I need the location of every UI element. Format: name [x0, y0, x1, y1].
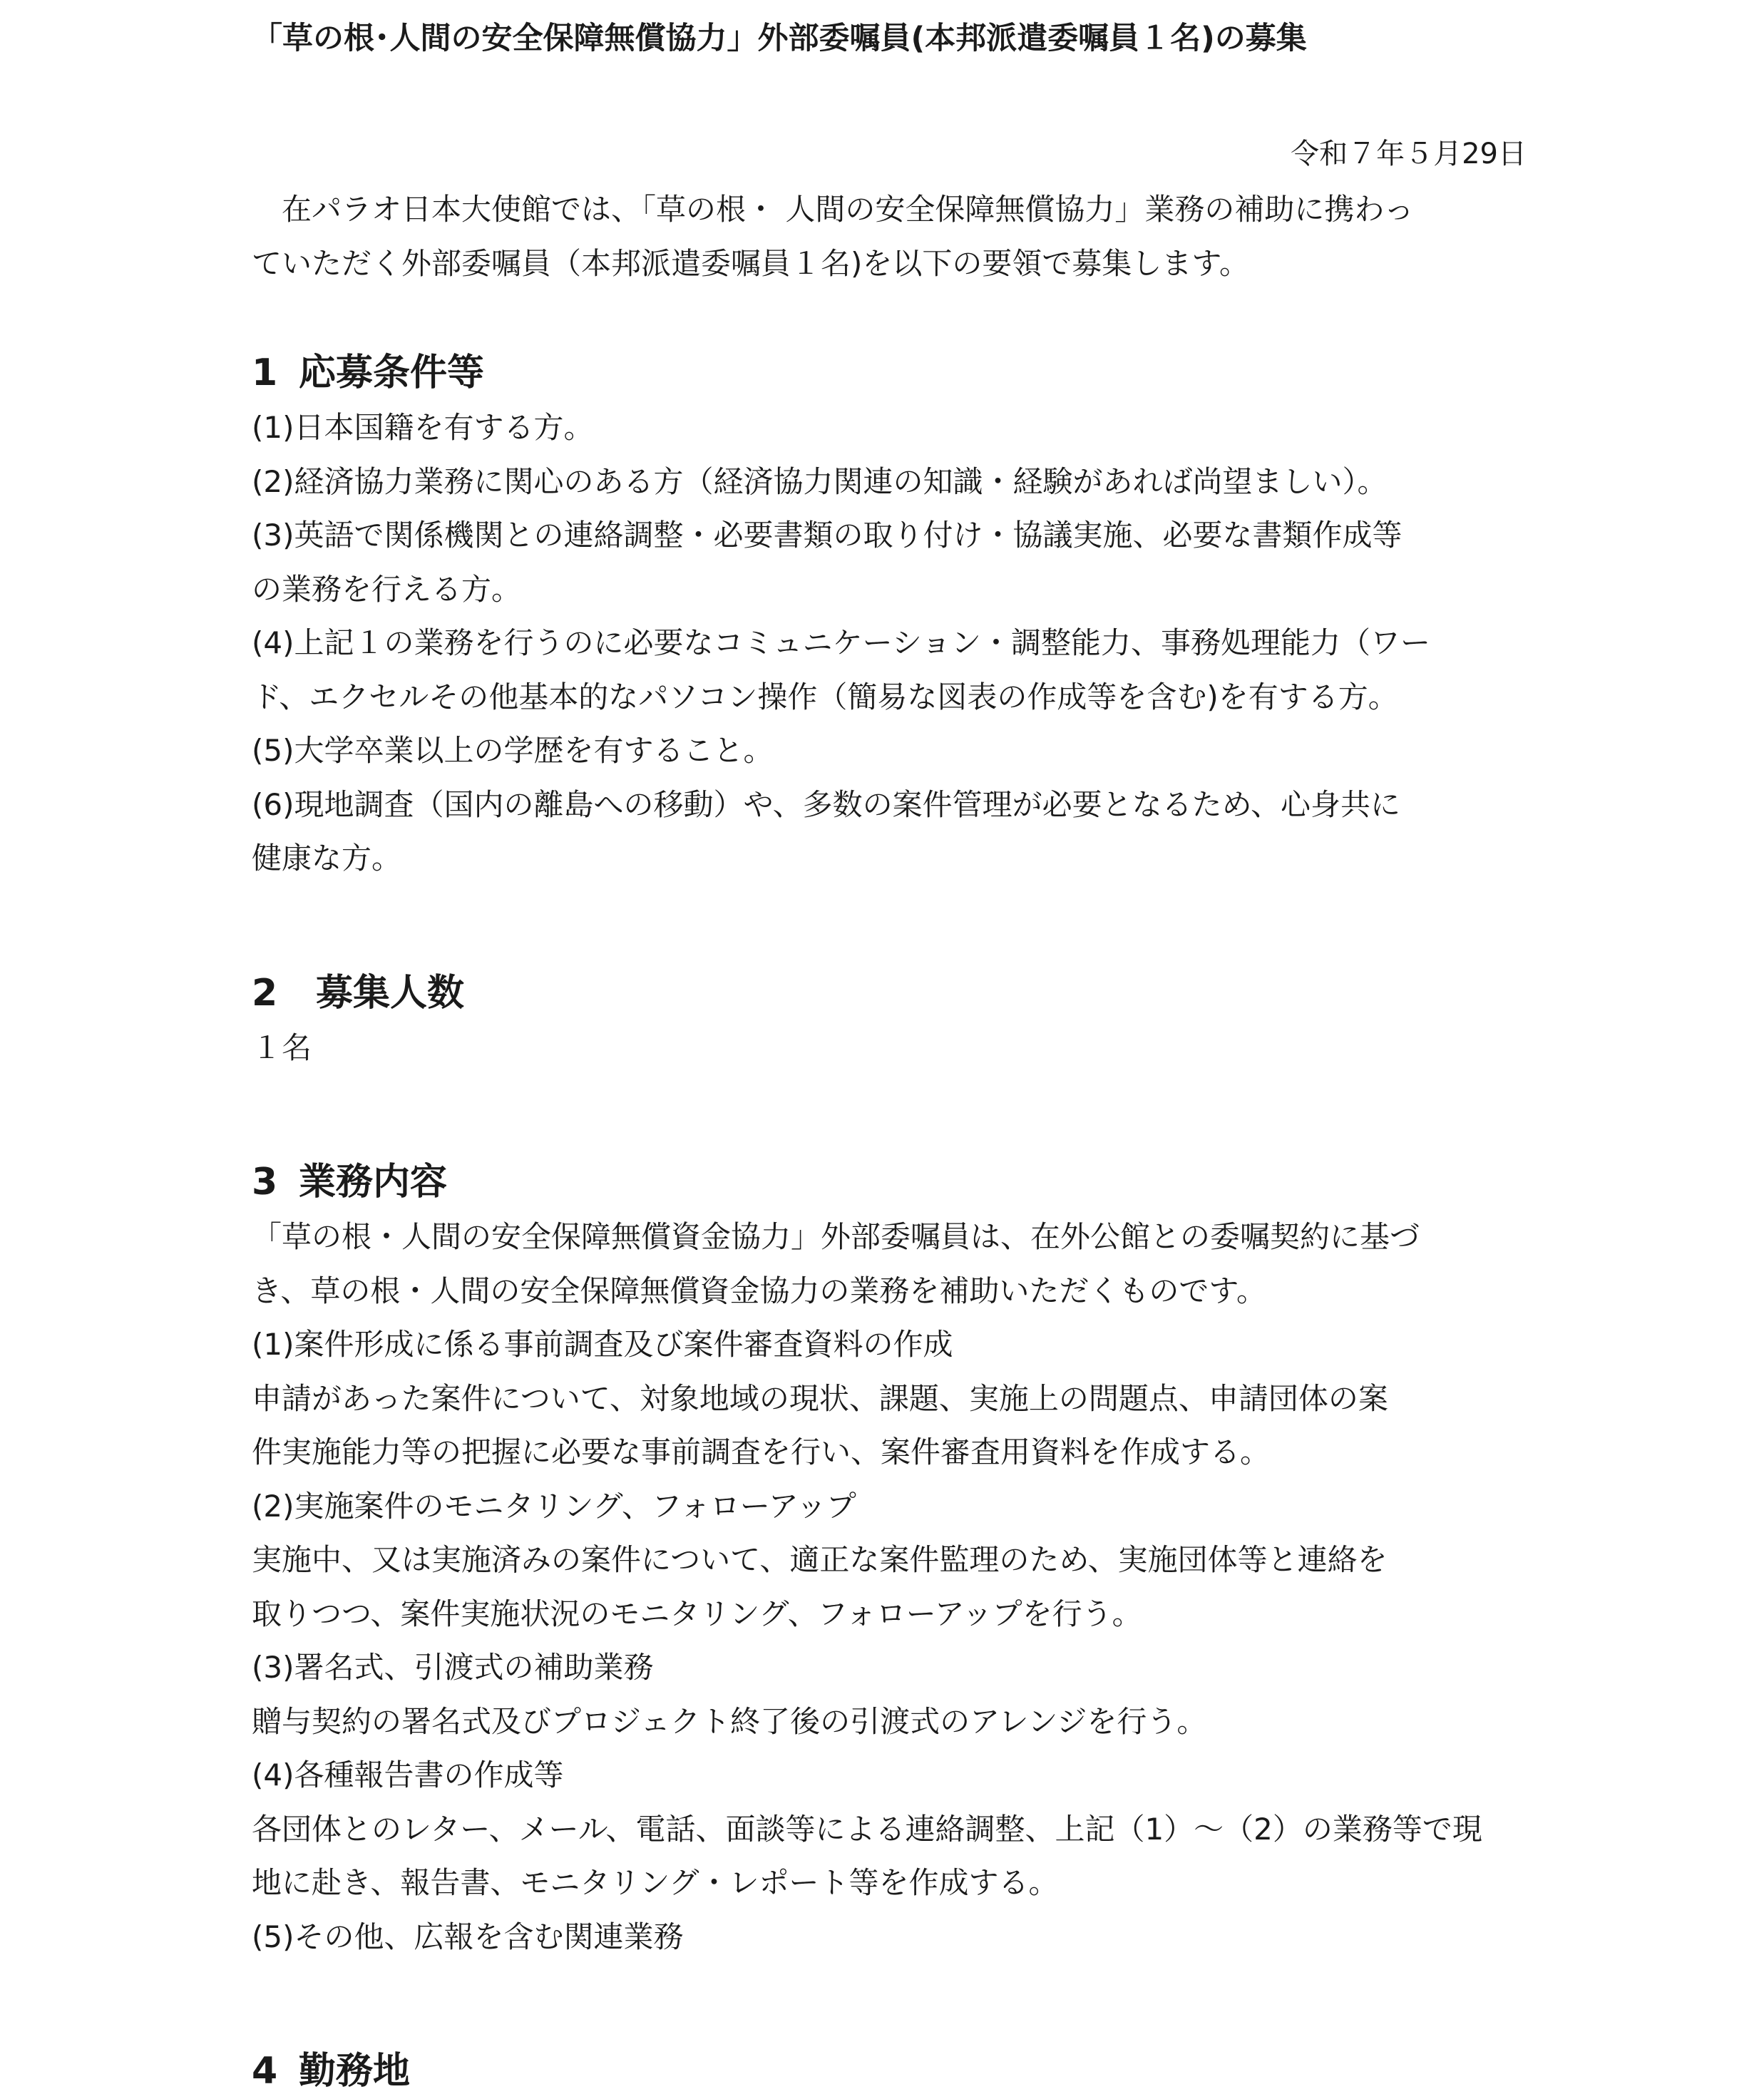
section-number: 2 — [252, 971, 278, 1015]
document-date: 令和７年５月29日 — [1291, 138, 1527, 170]
intro-line: 在パラオ日本大使館では、「草の根・ 人間の安全保障無償協力」業務の補助に携わっ — [252, 192, 1414, 227]
body-line: 贈与契約の署名式及びプロジェクト終了後の引渡式のアレンジを行う。 — [252, 1703, 1207, 1739]
body-line: 申請があった案件について、対象地域の現状、課題、実施上の問題点、申請団体の案 — [252, 1380, 1388, 1416]
section-title: 勤務地 — [299, 2050, 411, 2093]
document-page — [252, 13, 1527, 2099]
body-line: (3)署名式、引渡式の補助業務 — [252, 1650, 654, 1685]
section-body — [252, 1021, 1521, 1075]
section-workplace — [252, 2043, 1521, 2099]
body-line: (4)上記１の業務を行うのに必要なコミュニケーション・調整能力、事務処理能力（ワー — [252, 625, 1430, 660]
body-line: 取りつつ、案件実施状況のモニタリング、フォローアップを行う。 — [252, 1596, 1142, 1631]
body-line: の業務を行える方。 — [252, 571, 522, 607]
section-heading — [252, 2043, 1521, 2099]
body-line: 件実施能力等の把握に必要な事前調査を行い、案件審査用資料を作成する。 — [252, 1435, 1271, 1469]
body-line: 地に赴き、報告書、モニタリング・レポート等を作成する。 — [252, 1865, 1059, 1900]
section-heading — [252, 1154, 1521, 1210]
section-duties — [252, 1154, 1521, 1964]
section-number: 3 — [252, 1161, 278, 1204]
body-line: (6)現地調査（国内の離島への移動）や、多数の案件管理が必要となるため、心身共に — [252, 786, 1400, 822]
section-title: 応募条件等 — [299, 351, 485, 394]
section-title: 募集人数 — [316, 971, 465, 1015]
body-line: (2)経済協力業務に関心のある方（経済協力関連の知識・経験があれば尚望ましい）。 — [252, 463, 1388, 499]
body-line: 健康な方。 — [252, 841, 402, 876]
section-body — [252, 1210, 1521, 1964]
body-line: 実施中、又は実施済みの案件について、適正な案件監理のため、実施団体等と連絡を — [252, 1542, 1388, 1577]
body-line: (1)日本国籍を有する方。 — [252, 410, 594, 445]
section-headcount — [252, 965, 1521, 1075]
body-line: (5)その他、広報を含む関連業務 — [252, 1919, 684, 1954]
section-eligibility — [252, 345, 1521, 886]
section-number: 4 — [252, 2050, 278, 2093]
section-body — [252, 401, 1521, 886]
body-line: (5)大学卒業以上の学歴を有すること。 — [252, 733, 774, 768]
body-line: (1)案件形成に係る事前調査及び案件審査資料の作成 — [252, 1327, 953, 1362]
body-line: (2)実施案件のモニタリング、フォローアップ — [252, 1488, 856, 1524]
intro-line: ていただく外部委嘱員（本邦派遣委嘱員１名)を以下の要領で募集します。 — [252, 246, 1250, 281]
intro-paragraph — [252, 183, 1521, 291]
body-line: 「草の根・人間の安全保障無償資金協力」外部委嘱員は、在外公館との委嘱契約に基づ — [252, 1219, 1420, 1254]
body-line: (4)各種報告書の作成等 — [252, 1757, 564, 1792]
body-line: き、草の根・人間の安全保障無償資金協力の業務を補助いただくものです。 — [252, 1273, 1266, 1308]
body-line: (3)英語で関係機関との連絡調整・必要書類の取り付け・協議実施、必要な書類作成等 — [252, 518, 1403, 553]
body-line: ド、エクセルその他基本的なパソコン操作（簡易な図表の作成等を含む)を有する方。 — [252, 679, 1398, 714]
section-heading — [252, 965, 1521, 1021]
body-line: 各団体とのレター、メール、電話、面談等による連絡調整、上記（1）～（2）の業務等で現 — [252, 1811, 1482, 1847]
section-number: 1 — [252, 351, 278, 394]
document-title: 「草の根･人間の安全保障無償協力」外部委嘱員(本邦派遣委嘱員１名)の募集 — [252, 21, 1307, 56]
section-title: 業務内容 — [299, 1161, 448, 1204]
section-heading — [252, 345, 1521, 401]
body-line: １名 — [252, 1030, 312, 1065]
